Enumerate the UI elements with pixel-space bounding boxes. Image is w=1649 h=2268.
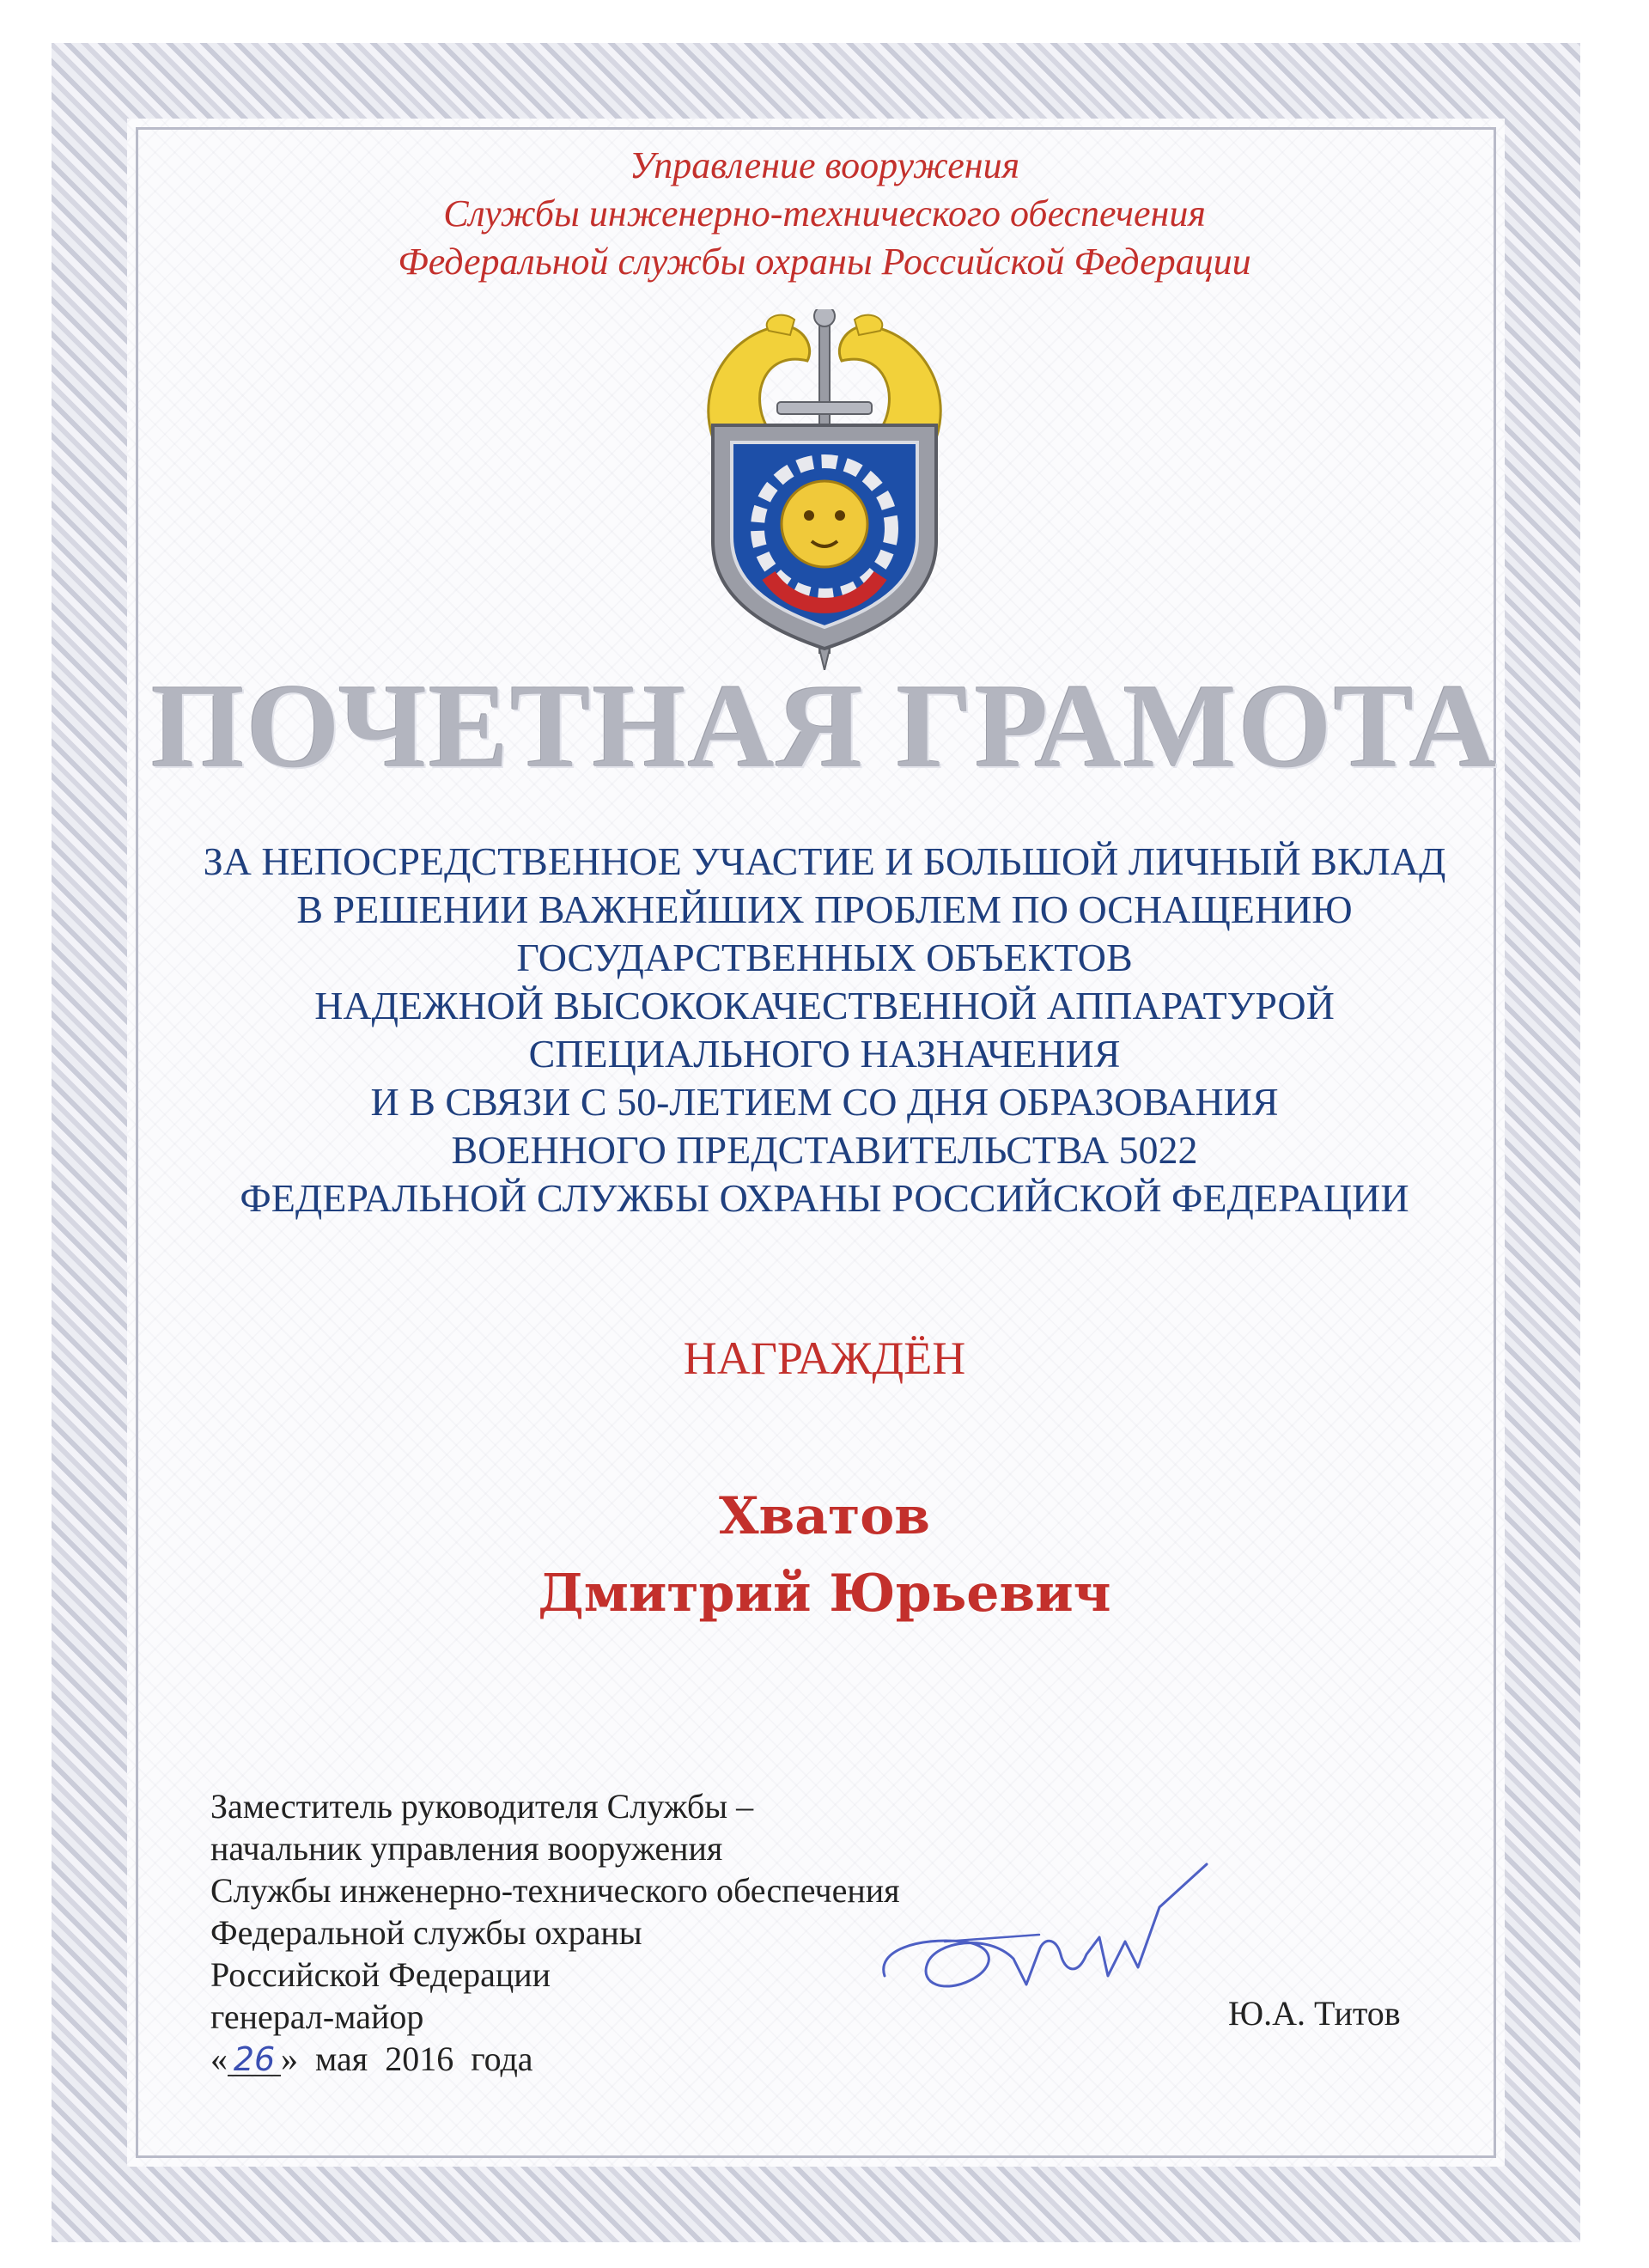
award-reason bbox=[0, 838, 1649, 1222]
signature-icon bbox=[867, 1856, 1228, 2027]
signer-line-6: генерал-майор bbox=[210, 1997, 424, 2036]
reason-line-6: И В СВЯЗИ С 50-ЛЕТИЕМ СО ДНЯ ОБРАЗОВАНИЯ bbox=[370, 1080, 1279, 1124]
date-quote-open: « bbox=[210, 2039, 228, 2078]
signer-line-5: Российской Федерации bbox=[210, 1955, 551, 1994]
recipient-surname: Хватов bbox=[718, 1486, 930, 1546]
reason-line-7: ВОЕННОГО ПРЕДСТАВИТЕЛЬСТВА 5022 bbox=[451, 1128, 1198, 1172]
emblem-icon bbox=[678, 309, 971, 670]
signer-line-4: Федеральной службы охраны bbox=[210, 1913, 642, 1952]
signer-line-2: начальник управления вооружения bbox=[210, 1829, 723, 1868]
issuer-line-3: Федеральной службы охраны Российской Федерации bbox=[398, 241, 1251, 283]
issuer-line-1: Управление вооружения bbox=[629, 144, 1020, 186]
awarded-label: НАГРАЖДЁН bbox=[683, 1332, 966, 1384]
reason-line-1: ЗА НЕПОСРЕДСТВЕННОЕ УЧАСТИЕ И БОЛЬШОЙ ЛИЧНЫЙ ВКЛАД bbox=[203, 839, 1446, 883]
issuer-line-2: Службы инженерно-технического обеспечения bbox=[443, 192, 1206, 235]
reason-line-4: НАДЕЖНОЙ ВЫСОКОКАЧЕСТВЕННОЙ АППАРАТУРОЙ bbox=[314, 984, 1335, 1027]
issuer-header bbox=[0, 142, 1649, 286]
document-title: ПОЧЕТНАЯ ГРАМОТА bbox=[150, 660, 1499, 793]
date-day: 26 bbox=[228, 2044, 281, 2076]
date-line bbox=[210, 2038, 900, 2080]
reason-line-3: ГОСУДАРСТВЕННЫХ ОБЪЕКТОВ bbox=[516, 936, 1133, 979]
date-month-year: мая 2016 года bbox=[315, 2039, 533, 2078]
recipient-given-names: Дмитрий Юрьевич bbox=[538, 1564, 1111, 1624]
reason-line-5: СПЕЦИАЛЬНОГО НАЗНАЧЕНИЯ bbox=[528, 1032, 1121, 1076]
signer-line-1: Заместитель руководителя Службы – bbox=[210, 1787, 754, 1826]
signer-name: Ю.А. Титов bbox=[1228, 1994, 1401, 2033]
signer-line-3: Службы инженерно-технического обеспечения bbox=[210, 1871, 900, 1910]
reason-line-2: В РЕШЕНИИ ВАЖНЕЙШИХ ПРОБЛЕМ ПО ОСНАЩЕНИЮ bbox=[296, 887, 1353, 931]
reason-line-8: ФЕДЕРАЛЬНОЙ СЛУЖБЫ ОХРАНЫ РОССИЙСКОЙ ФЕДЕРАЦИИ bbox=[240, 1176, 1409, 1220]
date-quote-close: » bbox=[281, 2039, 298, 2078]
signer-block bbox=[210, 1785, 900, 2080]
